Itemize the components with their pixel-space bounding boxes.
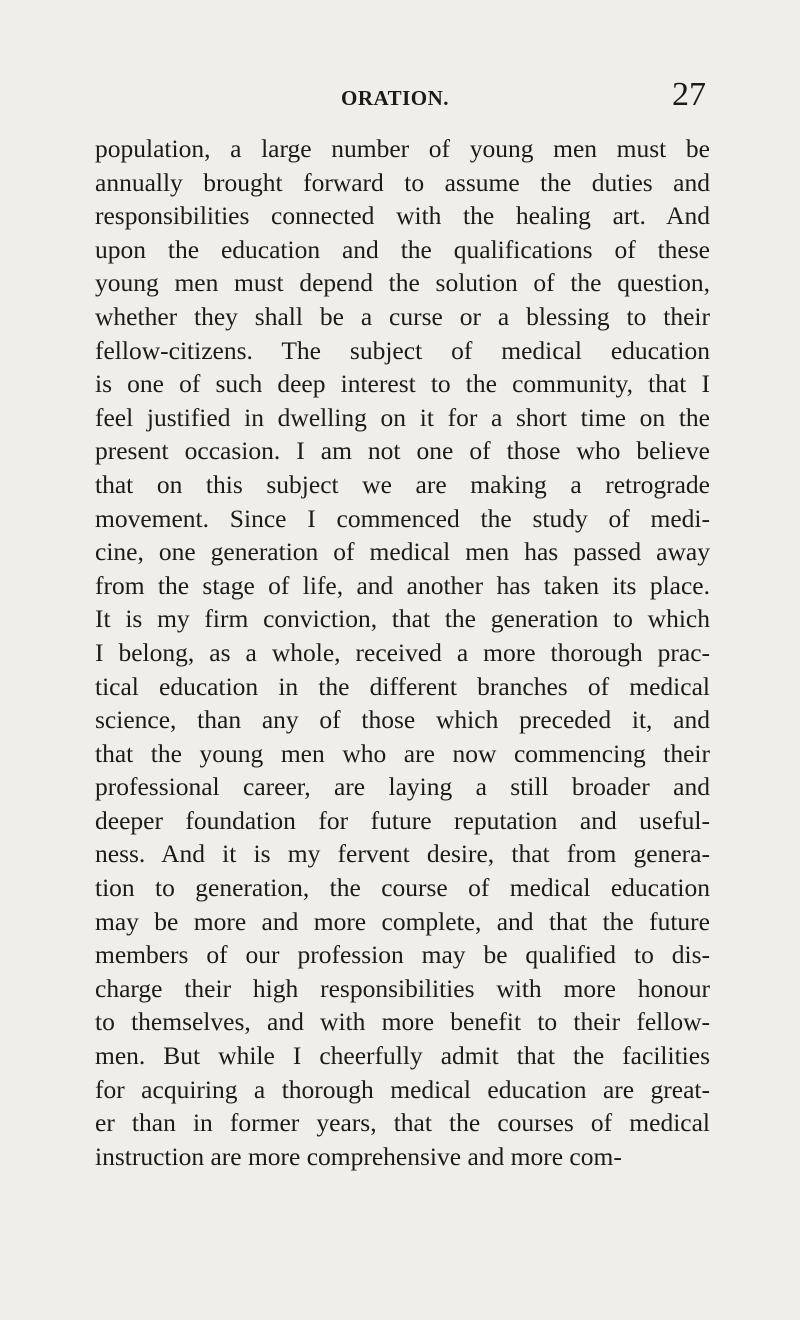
text-line: whether they shall be a curse or a blessing to their xyxy=(95,301,710,331)
text-line: annually brought forward to assume the duties and xyxy=(95,167,710,197)
running-title: ORATION. xyxy=(341,86,450,110)
running-head xyxy=(95,78,710,118)
text-line: It is my firm conviction, that the generation to which xyxy=(95,604,710,634)
text-line: members of our profession may be qualified to dis- xyxy=(95,940,710,970)
body-paragraph xyxy=(95,132,710,1173)
text-line: professional career, are laying a still broader and xyxy=(95,772,710,802)
text-line: present occasion. I am not one of those who believe xyxy=(95,436,710,466)
text-line: deeper foundation for future reputation and useful- xyxy=(95,805,710,835)
text-line: to themselves, and with more benefit to their fellow- xyxy=(95,1007,710,1037)
text-line: movement. Since I commenced the study of medi- xyxy=(95,503,710,533)
text-line: instruction are more comprehensive and more com- xyxy=(95,1141,622,1171)
text-line: tical education in the different branches of medical xyxy=(95,671,710,701)
text-line: that on this subject we are making a retrograde xyxy=(95,469,710,499)
text-line: population, a large number of young men must be xyxy=(95,134,710,163)
text-line: tion to generation, the course of medical education xyxy=(95,873,710,903)
text-line: young men must depend the solution of the question, xyxy=(95,268,710,298)
text-line: men. But while I cheerfully admit that the facilities xyxy=(95,1041,710,1071)
text-line: I belong, as a whole, received a more thorough prac- xyxy=(95,637,710,667)
text-line: charge their high responsibilities with more honour xyxy=(95,973,710,1003)
text-line: ness. And it is my fervent desire, that from genera- xyxy=(95,839,710,869)
text-line: science, than any of those which preceded it, and xyxy=(95,705,710,735)
page-number: 27 xyxy=(672,76,706,113)
text-line: that the young men who are now commencing their xyxy=(95,738,710,768)
text-line: cine, one generation of medical men has passed away xyxy=(95,537,710,567)
text-line: feel justified in dwelling on it for a short time on the xyxy=(95,402,710,432)
text-line: responsibilities connected with the healing art. And xyxy=(95,201,710,231)
text-line: is one of such deep interest to the community, that I xyxy=(95,369,710,399)
text-line: for acquiring a thorough medical education are great- xyxy=(95,1074,710,1104)
text-line: er than in former years, that the courses of medical xyxy=(95,1108,710,1138)
text-line: from the stage of life, and another has taken its place. xyxy=(95,570,710,600)
text-line: fellow-citizens. The subject of medical education xyxy=(95,335,710,365)
text-line: upon the education and the qualifications of these xyxy=(95,234,710,264)
text-line: may be more and more complete, and that the future xyxy=(95,906,710,936)
